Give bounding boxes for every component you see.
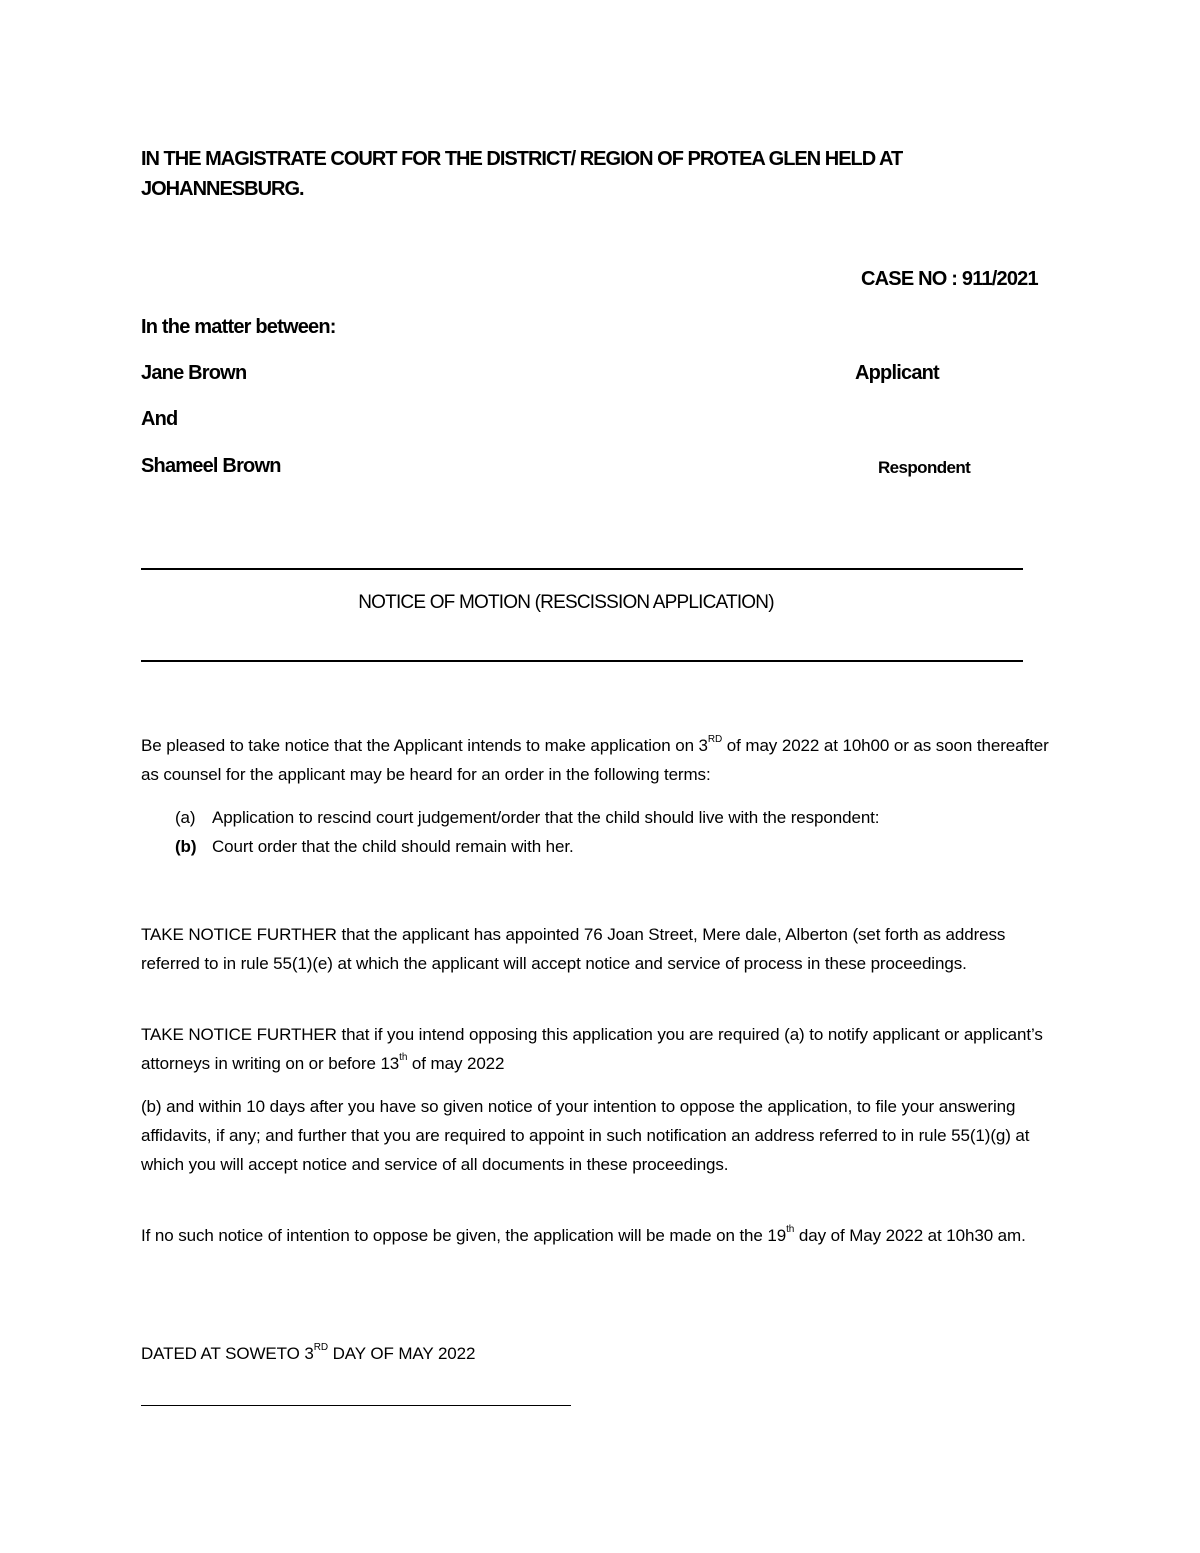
list-item-marker: (a) [175,808,196,827]
order-terms-list [175,803,1055,861]
applicant-role: Applicant [855,362,939,384]
list-item [175,803,1055,832]
notice-paragraph [141,731,1061,789]
respondent-name: Shameel Brown [141,455,281,477]
title-divider-bottom [141,660,1023,662]
list-item-text: Court order that the child should remain with her. [212,837,574,856]
matter-intro: In the matter between: [141,316,336,338]
list-item [175,832,1055,861]
default-hearing-date-suffix: th [786,1224,795,1236]
notice-date-suffix: RD [707,734,723,746]
dated-line [141,1339,1061,1368]
case-number: CASE NO : 911/2021 [861,268,1038,290]
default-hearing-text: If no such notice of intention to oppose be given, the application will be made on the 19 [141,1226,787,1245]
opposition-date-suffix: th [399,1052,408,1064]
party-conjunction: And [141,408,178,430]
applicant-name: Jane Brown [141,362,247,384]
list-item-marker: (b) [175,837,197,856]
address-paragraph: TAKE NOTICE FURTHER that the applicant has appointed 76 Joan Street, Mere dale, Alberton (set forth as address referred to in rule 55(1)(e) at which the applicant will accept notice and service of process in these proceedings. [141,925,1006,973]
notice-paragraph-text: Be pleased to take notice that the Applicant intends to make application on 3 [141,736,708,755]
dated-line-rest: DAY OF MAY 2022 [328,1344,476,1363]
opposition-paragraph-rest: of may 2022 [407,1054,505,1073]
respondent-role: Respondent [878,458,971,477]
notice-title: NOTICE OF MOTION (RESCISSION APPLICATION) [358,592,774,613]
title-divider-top [141,568,1023,570]
court-title: IN THE MAGISTRATE COURT FOR THE DISTRICT/ REGION OF PROTEA GLEN HELD AT JOHANNESBURG. [141,148,903,200]
opposition-paragraph [141,1020,1061,1078]
opposition-paragraph-text: TAKE NOTICE FURTHER that if you intend opposing this application you are required (a) to notify applicant or applicant’s attorneys in writing on or before 13 [141,1025,1043,1073]
dated-line-suffix: RD [313,1342,328,1354]
default-hearing-rest: day of May 2022 at 10h30 am. [794,1226,1026,1245]
default-hearing-paragraph [141,1221,1061,1250]
dated-line-text: DATED AT SOWETO 3 [141,1344,314,1363]
list-item-text: Application to rescind court judgement/order that the child should live with the respondent: [212,808,880,827]
signature-line [141,1405,571,1406]
affidavit-paragraph: (b) and within 10 days after you have so given notice of your intention to oppose the application, to file your answering affidavits, if any; and further that you are required to appoint in such notification an address referred to in rule 55(1)(g) at which you will accept notice and service of all documents in these proceedings. [141,1097,1030,1174]
notice-paragraph-rest: of may 2022 at 10h00 or as soon thereafter as counsel for the applicant may be heard for an order in the following terms: [141,736,1049,784]
